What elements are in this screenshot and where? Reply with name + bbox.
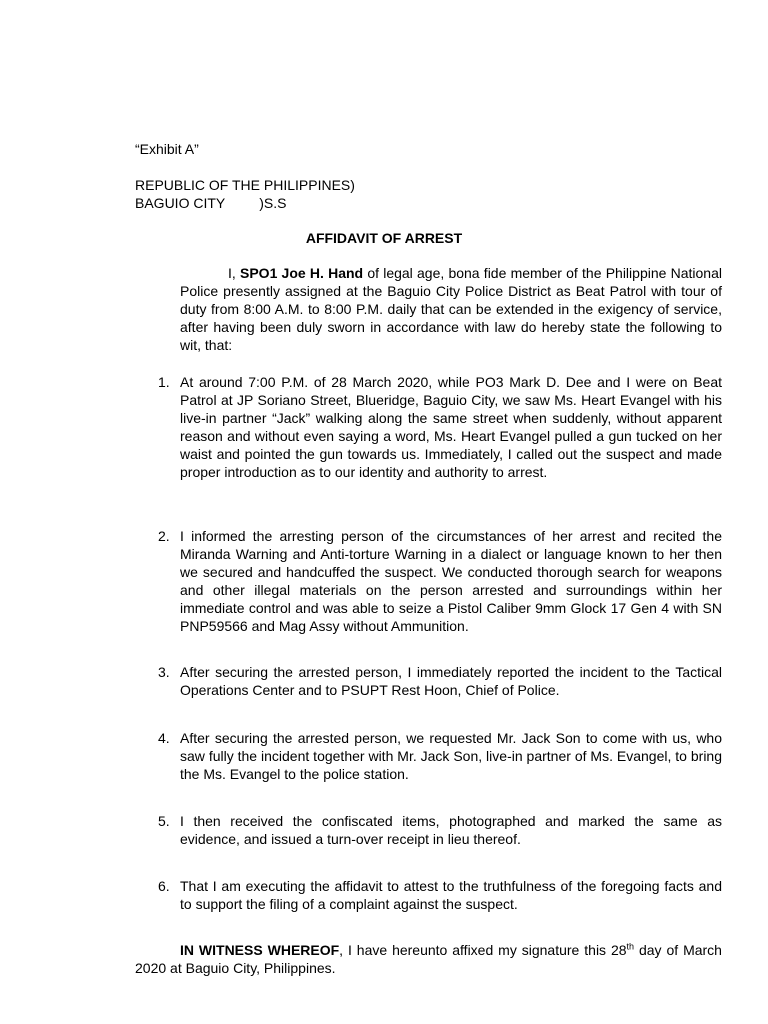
document-title: AFFIDAVIT OF ARREST	[305, 230, 463, 246]
republic-line: REPUBLIC OF THE PHILIPPINES)	[135, 177, 355, 193]
witness-heading: IN WITNESS WHEREOF	[180, 942, 340, 958]
city-name: BAGUIO CITY	[135, 195, 226, 211]
ss-label: )S.S	[259, 195, 287, 211]
intro-text: of legal age, bona fide member of the Philippine National Police presently assigned at the Baguio City Police District as Beat Patrol with tour of duty from 8:00 A.M. to 8:00 P.M. daily that can be extended in the exigency of service, after having been duly sworn in accordance with law do hereby state the following to wit, that:	[180, 265, 722, 354]
intro-paragraph	[180, 264, 722, 354]
item-number: 5.	[158, 813, 170, 829]
list-item: After securing the arrested person, we requested Mr. Jack Son to come with us, who saw fully the incident together with Mr. Jack Son, live-in partner of Ms. Evangel, to bring the Ms. Evangel to the police station.	[180, 730, 722, 783]
list-item: After securing the arrested person, I immediately reported the incident to the Tactical Operations Center and to PSUPT Rest Hoon, Chief of Police.	[180, 664, 722, 699]
exhibit-label: “Exhibit A”	[135, 141, 199, 157]
item-number: 3.	[158, 664, 170, 680]
intro-prefix: I,	[228, 265, 240, 281]
item-number: 1.	[158, 374, 170, 390]
item-number: 6.	[158, 878, 170, 894]
city-line	[135, 194, 286, 212]
list-item: I informed the arresting person of the circumstances of her arrest and recited the Miranda Warning and Anti-torture Warning in a dialect or language known to her then we secured and handcuffed the suspect. We conducted thorough search for weapons and other illegal materials on the person arrested and surroundings within her immediate control and was able to seize a Pistol Caliber 9mm Glock 17 Gen 4 with SN PNP59566 and Mag Assy without Ammunition.	[180, 528, 722, 635]
ordinal-suffix: th	[626, 941, 635, 952]
list-item: I then received the confiscated items, photographed and marked the same as evidence, and issued a turn-over receipt in lieu thereof.	[180, 813, 722, 848]
witness-paragraph	[135, 941, 722, 977]
item-number: 2.	[158, 528, 170, 544]
list-item: That I am executing the affidavit to attest to the truthfulness of the foregoing facts and to support the filing of a complaint against the suspect.	[180, 878, 722, 913]
item-number: 4.	[158, 730, 170, 746]
witness-text-1: , I have hereunto affixed my signature this 28	[339, 942, 627, 958]
affiant-name: SPO1 Joe H. Hand	[240, 265, 364, 281]
witness-text-2: day of March 2020 at Baguio City, Philippines.	[135, 942, 722, 977]
list-item: At around 7:00 P.M. of 28 March 2020, while PO3 Mark D. Dee and I were on Beat Patrol at JP Soriano Street, Blueridge, Baguio City, we saw Ms. Heart Evangel with his live-in partner “Jack” walking along the same street when suddenly, without apparent reason and without even saying a word, Ms. Heart Evangel pulled a gun tucked on her waist and pointed the gun towards us. Immediately, I called out the suspect and made proper introduction as to our identity and authority to arrest.	[180, 374, 722, 481]
